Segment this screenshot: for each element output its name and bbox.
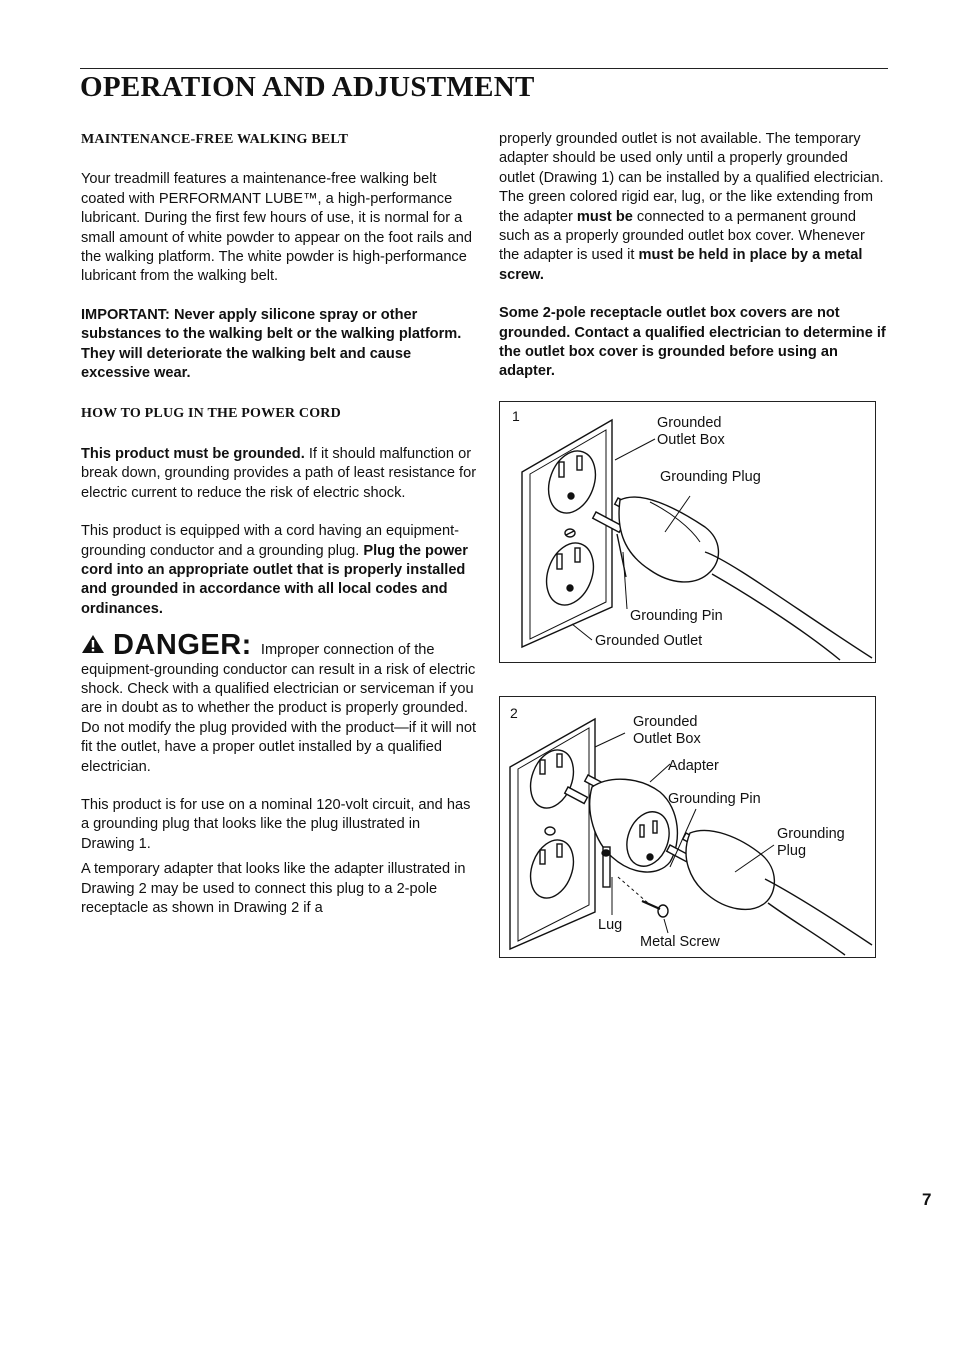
belt-paragraph: Your treadmill features a maintenance-free walking belt coated with PERFORMANT LUBE™, a high-performance lubricant. During the first few hours of use, it is normal for a small amount of white powder to appear on the foot rails and the walking platform. The white powder is high-performance lubricant from the walking belt. [81, 171, 473, 285]
danger-heading [81, 629, 257, 662]
equipped-paragraph [81, 522, 477, 619]
belt-heading: MAINTENANCE-FREE WALKING BELT [81, 132, 349, 147]
drawing-1-label-outlet-box-line1: Grounded [657, 415, 722, 431]
danger-word: DANGER: [113, 629, 252, 662]
circuit-paragraph: This product is for use on a nominal 120-volt circuit, and has a grounding plug that looks like the plug illustrated in Drawing 1. [81, 796, 471, 852]
grounded-bold: This product must be grounded. [81, 445, 305, 462]
header-rule [80, 68, 888, 69]
cont-text-2: connected to a permanent ground such as a properly grounded outlet box cover. Whenever the adapter is used it [499, 208, 865, 264]
drawing-1-label-grounding-plug: Grounding Plug [660, 469, 761, 485]
danger-text: Improper connection of the equipment-grounding conductor can result in a risk of electric shock. Check with a qualified electrician or serviceman if you are in doubt as to whether the product is properly grounded. Do not modify the plug provided with the product—if it will not fit the outlet, have a proper outlet installed by a qualified electrician. [81, 642, 477, 775]
right-column [499, 130, 887, 401]
important-paragraph: IMPORTANT: Never apply silicone spray or other substances to the walking belt or the walking platform. They will deteriorate the walking belt and cause excessive wear. [81, 306, 462, 382]
drawing-2-label-outlet-box-line2: Outlet Box [633, 731, 701, 747]
drawing-2-number: 2 [510, 705, 518, 721]
page-title: OPERATION AND ADJUSTMENT [80, 71, 535, 103]
drawing-2-label-metal-screw: Metal Screw [640, 934, 720, 950]
equipped-bold: Plug the power cord into an appropriate outlet that is properly installed and grounded in accordance with all local codes and ordinances. [81, 542, 468, 617]
drawing-2-label-grounding-pin: Grounding Pin [668, 791, 761, 807]
drawing-2-label-grounding-plug-line1: Grounding [777, 826, 845, 842]
drawing-2-label-grounding-plug-line2: Plug [777, 843, 807, 859]
drawing-1 [499, 401, 876, 663]
adapter-paragraph: A temporary adapter that looks like the adapter illustrated in Drawing 2 may be used to connect this plug to a 2-pole receptacle as shown in Drawing 2 if a [81, 861, 466, 916]
grounded-text: If it should malfunction or break down, grounding provides a path of least resistance for electric current to reduce the risk of electric shock. [81, 445, 477, 501]
cont-bold-2: must be held in place by a metal screw. [499, 247, 863, 283]
left-column [81, 130, 477, 937]
danger-paragraph [81, 629, 477, 777]
drawing-1-label-grounded-outlet: Grounded Outlet [595, 633, 703, 649]
continuation-paragraph [499, 130, 887, 285]
drawing-2 [499, 696, 876, 958]
plug-heading: HOW TO PLUG IN THE POWER CORD [81, 406, 341, 422]
warning-triangle-icon [81, 634, 105, 654]
drawing-1-number: 1 [512, 408, 520, 424]
page-number: 7 [922, 1190, 932, 1209]
drawing-1-label-grounding-pin: Grounding Pin [630, 608, 723, 624]
drawing-2-label-lug: Lug [598, 917, 623, 933]
drawing-2-label-adapter: Adapter [668, 758, 719, 774]
cont-text-1: properly grounded outlet is not available. The temporary adapter should be used only until a properly grounded outlet (Drawing 1) can be installed by a qualified electrician. The green colored rigid ear, lug, or the like extending from the adapter [499, 131, 884, 225]
drawing-2-label-outlet-box-line1: Grounded [633, 714, 698, 730]
grounded-paragraph [81, 445, 477, 503]
pole-warning-paragraph: Some 2-pole receptacle outlet box covers are not grounded. Contact a qualified electrician to determine if the outlet box cover is grounded before using an adapter. [499, 305, 886, 380]
equipped-text: This product is equipped with a cord having an equipment-grounding conductor and a grounding plug. [81, 523, 460, 559]
cont-bold-1: must be [576, 208, 633, 225]
drawing-1-label-outlet-box-line2: Outlet Box [657, 432, 725, 448]
